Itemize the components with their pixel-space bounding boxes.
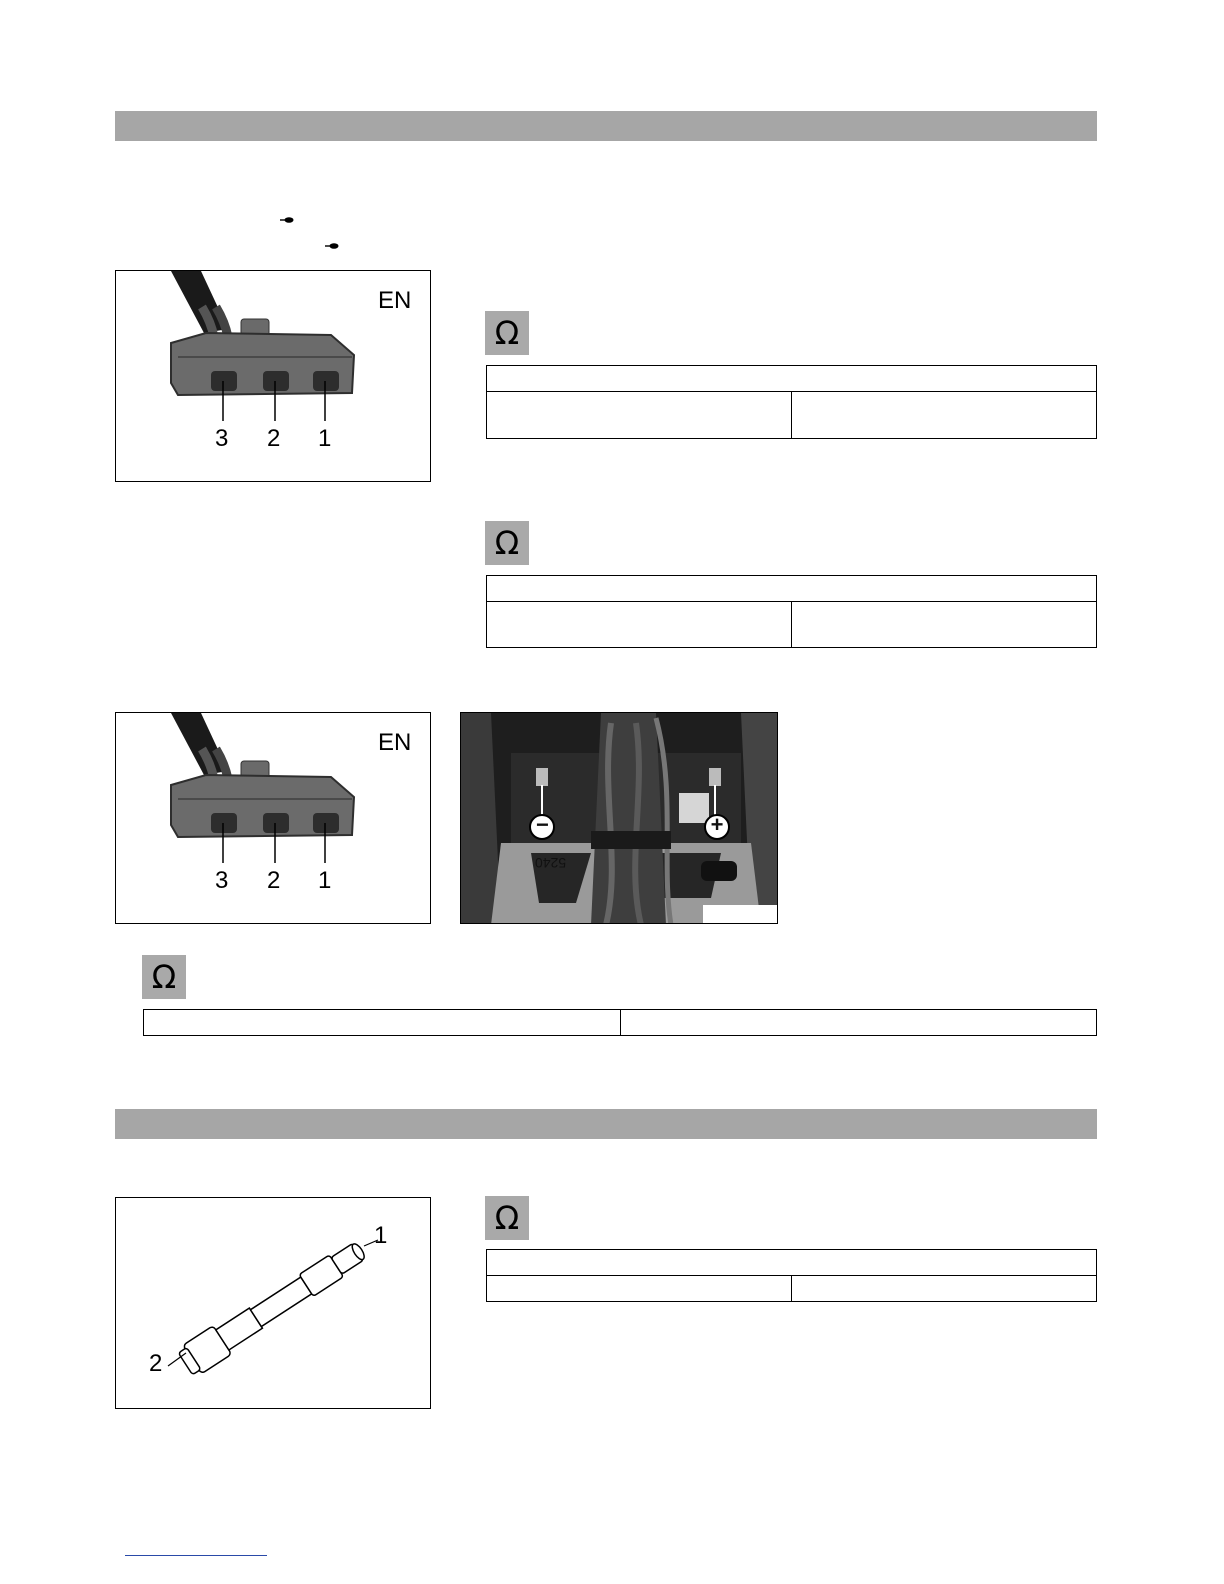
footer-link-underline[interactable] [125,1555,267,1556]
battery-marking: 5240 [535,855,567,871]
spec-table [486,365,1097,439]
spec-table-header [487,1250,1097,1276]
spec-table-cell [621,1010,1097,1036]
section-header-bar [115,111,1097,141]
ohm-icon: Ω [485,311,529,355]
spec-table [486,575,1097,648]
bullet-pointer-icon [280,217,294,223]
spec-table-header [487,576,1097,602]
bullet-pointer-icon [325,243,339,249]
ohm-icon: Ω [485,521,529,565]
spec-table-cell [487,1276,792,1302]
pin-callout-2: 2 [267,867,281,894]
pin-callout-3: 3 [215,867,229,894]
spec-table-cell [792,602,1097,648]
battery-illustration [461,713,778,924]
connector-figure [115,712,431,924]
figure-label: EN [378,287,412,314]
battery-photo [460,712,778,924]
connector-figure [115,270,431,482]
callout-2: 2 [149,1350,163,1377]
figure-label: EN [378,729,412,756]
spark-plug-connector-figure [115,1197,431,1409]
spec-table-cell [487,392,792,439]
spec-table-cell [144,1010,621,1036]
spec-table [486,1249,1097,1302]
callout-1: 1 [374,1222,388,1249]
spec-table-cell [792,392,1097,439]
spec-table-cell [487,602,792,648]
spec-table [143,1009,1097,1036]
pin-callout-3: 3 [215,425,229,452]
ohm-icon: Ω [485,1196,529,1240]
section-header-bar [115,1109,1097,1139]
minus-terminal-symbol: − [536,812,549,837]
spec-table-header [487,366,1097,392]
spec-table-cell [792,1276,1097,1302]
pin-callout-2: 2 [267,425,281,452]
ohm-icon: Ω [142,955,186,999]
pin-callout-1: 1 [318,867,332,894]
pin-callout-1: 1 [318,425,332,452]
plus-terminal-symbol: + [710,812,724,837]
